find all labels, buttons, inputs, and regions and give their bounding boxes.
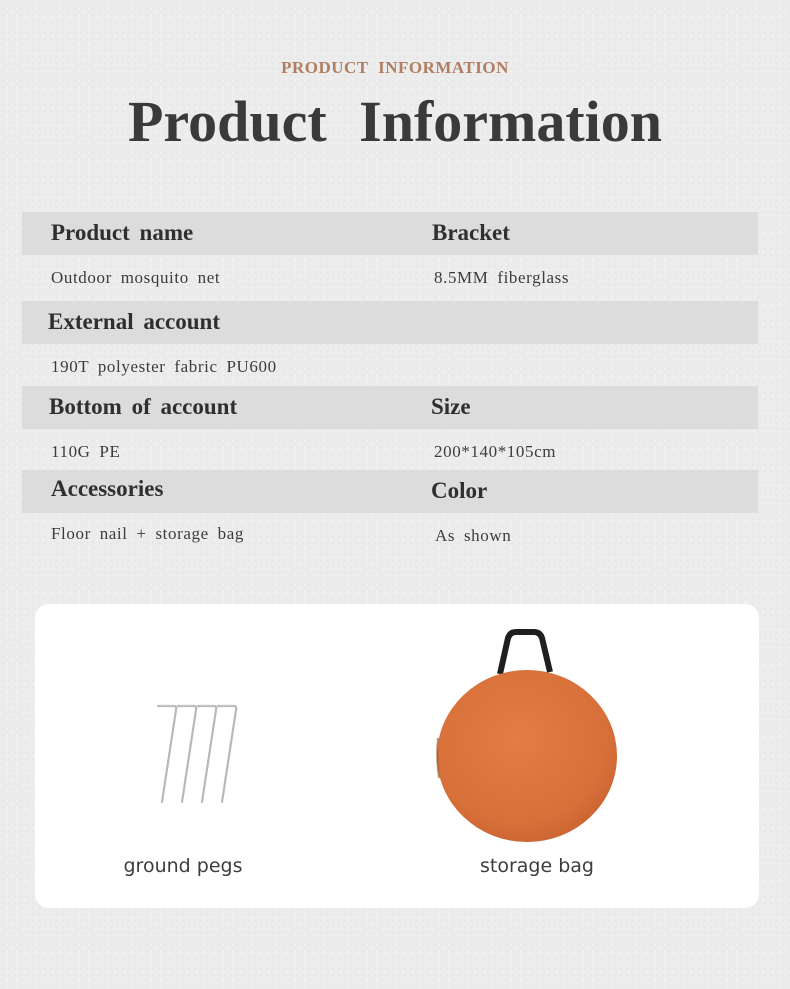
spec-value-color: As shown — [435, 526, 512, 545]
eyebrow-title: PRODUCT INFORMATION — [281, 58, 509, 77]
ground-pegs-caption: ground pegs — [123, 855, 243, 877]
spec-value-accessories: Floor nail + storage bag — [51, 524, 244, 543]
page-title: Product Information — [127, 89, 663, 154]
spec-value-bottom-of-account: 110G PE — [51, 442, 121, 461]
ground-pegs-icon — [150, 698, 240, 810]
spec-value-product-name: Outdoor mosquito net — [51, 268, 221, 287]
accessories-card — [35, 604, 759, 908]
spec-label-accessories: Accessories — [51, 476, 164, 501]
storage-bag-caption: storage bag — [480, 855, 594, 877]
storage-bag-icon — [434, 628, 620, 844]
spec-value-size: 200*140*105cm — [434, 442, 557, 461]
spec-label-external-account: External account — [48, 309, 221, 334]
spec-label-bracket: Bracket — [432, 220, 510, 245]
spec-value-external-account: 190T polyester fabric PU600 — [51, 357, 277, 376]
spec-value-bracket: 8.5MM fiberglass — [434, 268, 570, 287]
spec-label-size: Size — [431, 394, 471, 419]
spec-label-color: Color — [431, 478, 488, 503]
spec-label-product-name: Product name — [51, 220, 194, 245]
spec-label-bottom-of-account: Bottom of account — [49, 394, 238, 419]
